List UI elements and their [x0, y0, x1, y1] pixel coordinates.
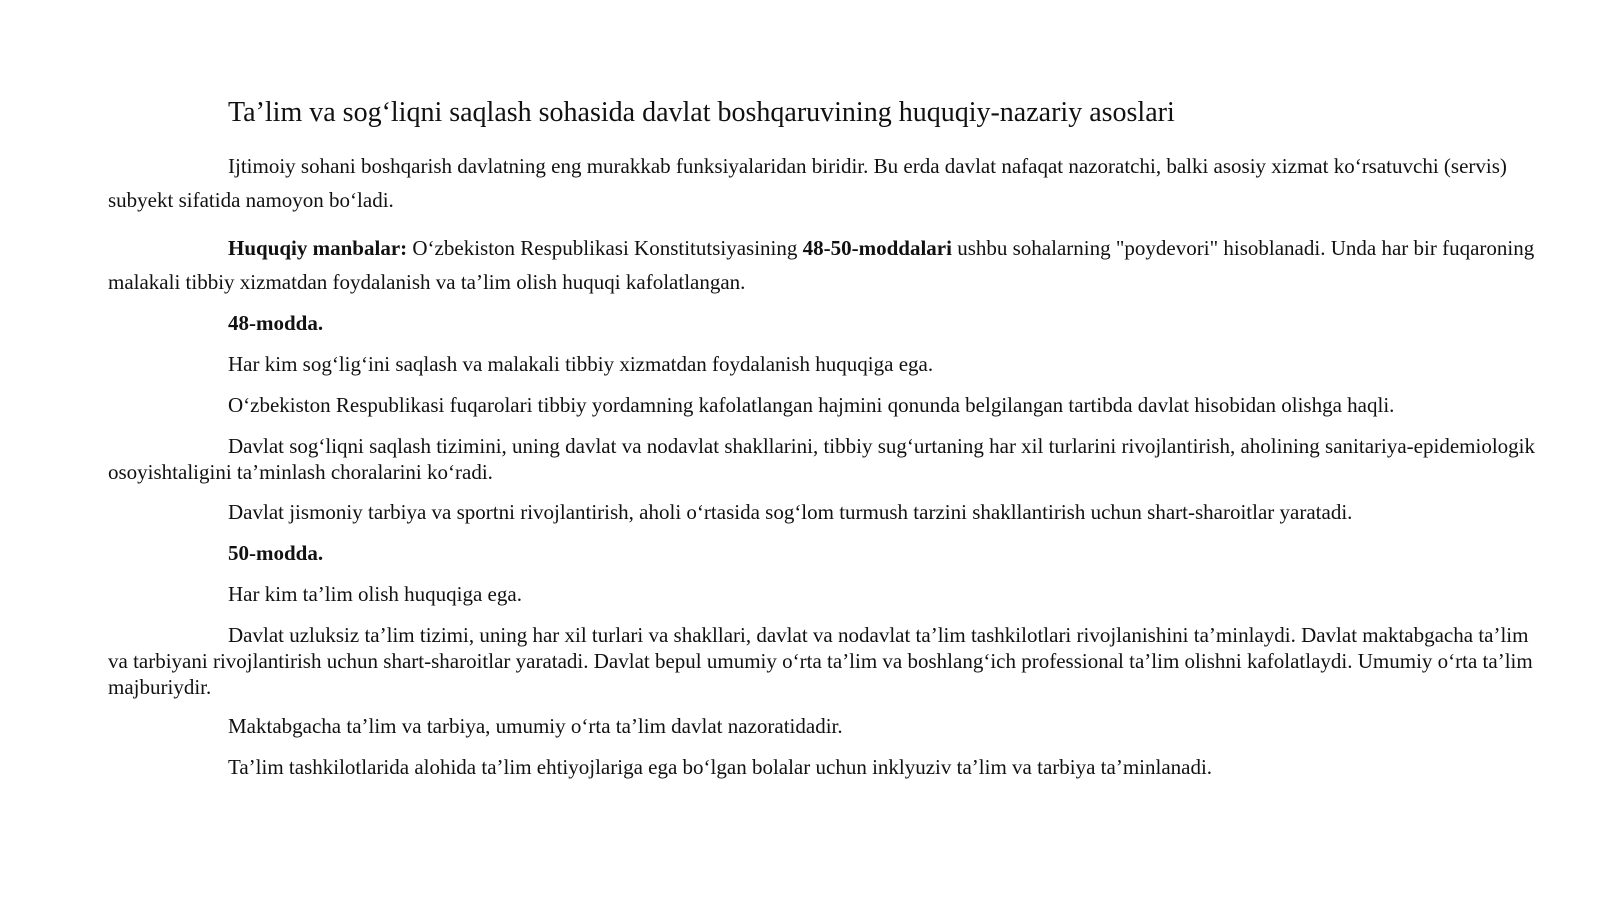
article-50-paragraph-4: Ta’lim tashkilotlarida alohida ta’lim ehtiyojlariga ega bo‘lgan bolalar uchun inklyuziv ta’lim va tarbiya ta’minlanadi.: [228, 755, 1213, 779]
legal-sources-text-after: ushbu sohalarning "poydevori" hisoblanadi. Unda har bir fuqaroning malakali tibbiy xizmatdan foydalanish va ta’lim olish huquqi kafolatlangan.: [108, 236, 1535, 294]
article-50-paragraph-3: Maktabgacha ta’lim va tarbiya, umumiy o‘rta ta’lim davlat nazoratidadir.: [228, 714, 843, 738]
article-50-heading: 50-modda.: [228, 541, 324, 565]
legal-sources-text-before: O‘zbekiston Respublikasi Konstitutsiyasining: [407, 236, 803, 260]
article-50-paragraph-2: Davlat uzluksiz ta’lim tizimi, uning har xil turlari va shakllari, davlat va nodavlat ta’lim tashkilotlari rivojlanishini ta’minlaydi. Davlat maktabgacha ta’lim va tarbiyani rivojlantirish uchun shart-sharoitlar yaratadi. Davlat bepul umumiy o‘rta ta’lim va boshlang‘ich professional ta’lim olishni kafolatlaydi. Umumiy o‘rta ta’lim majburiydir.: [108, 623, 1533, 699]
intro-paragraph: Ijtimoiy sohani boshqarish davlatning eng murakkab funksiyalaridan biridir. Bu erda davlat nafaqat nazoratchi, balki asosiy xizmat ko‘rsatuvchi (servis) subyekt sifatida namoyon bo‘ladi.: [108, 154, 1507, 212]
legal-sources-paragraph: [108, 231, 1553, 299]
article-48-paragraph-4: Davlat jismoniy tarbiya va sportni rivojlantirish, aholi o‘rtasida sog‘lom turmush tarzini shakllantirish uchun shart-sharoitlar yaratadi.: [228, 500, 1353, 524]
document-title: Ta’lim va sog‘liqni saqlash sohasida davlat boshqaruvining huquqiy-nazariy asoslari: [228, 97, 1175, 128]
article-50-paragraph-1: Har kim ta’lim olish huquqiga ega.: [228, 582, 522, 606]
article-48-paragraph-3: Davlat sog‘liqni saqlash tizimini, uning davlat va nodavlat shakllarini, tibbiy sug‘urtaning har xil turlarini rivojlantirish, aholining sanitariya-epidemiologik osoyishtaligini ta’minlash choralarini ko‘radi.: [108, 434, 1535, 484]
legal-sources-label: Huquqiy manbalar:: [228, 236, 408, 260]
article-48-paragraph-1: Har kim sog‘lig‘ini saqlash va malakali tibbiy xizmatdan foydalanish huquqiga ega.: [228, 352, 934, 376]
article-48-paragraph-2: O‘zbekiston Respublikasi fuqarolari tibbiy yordamning kafolatlangan hajmini qonunda belgilangan tartibda davlat hisobidan olishga haqli.: [228, 393, 1395, 417]
article-48-heading: 48-modda.: [228, 311, 324, 335]
legal-sources-articles: 48-50-moddalari: [802, 236, 952, 260]
